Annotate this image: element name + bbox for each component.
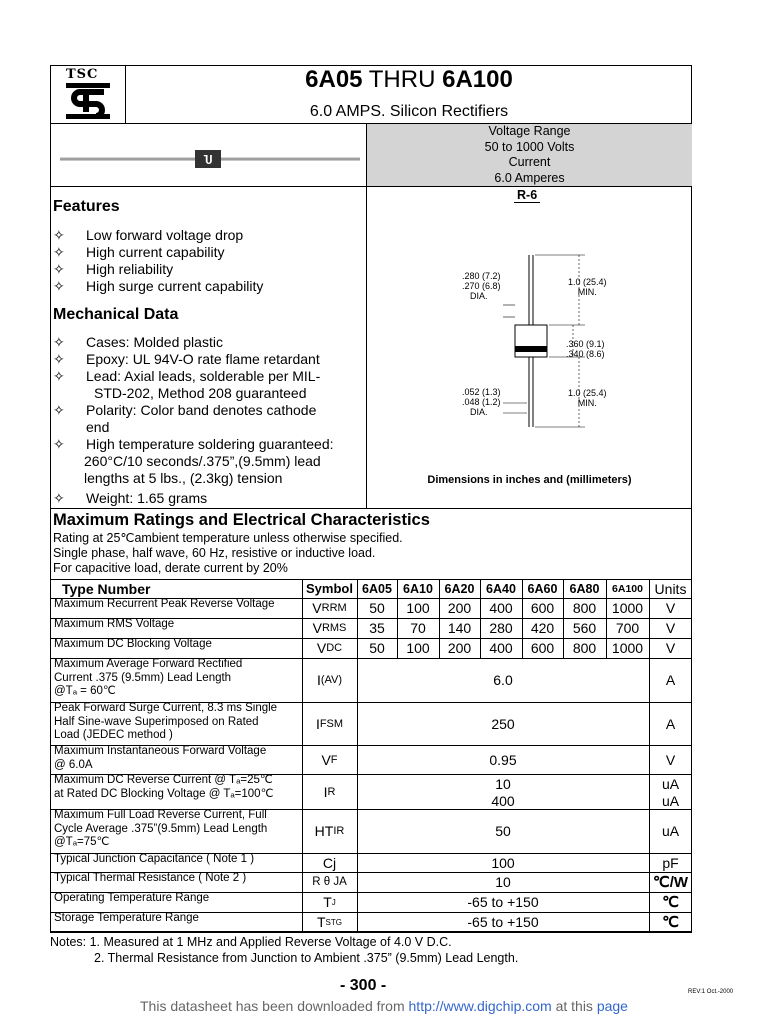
mechanical-list [53, 334, 365, 507]
dim-text: .052 (1.3) [462, 387, 501, 397]
row-value: 200 [447, 600, 472, 616]
row-description-line: Cycle Average .375”(9.5mm) Lead Length [54, 822, 268, 835]
row-description-line: Load (JEDEC method ) [54, 729, 173, 741]
download-footer [0, 998, 768, 1014]
mechanical-heading: Mechanical Data [53, 306, 179, 323]
title-part2: 6A100 [442, 66, 513, 93]
ratings-divider [50, 508, 692, 509]
row-description [54, 809, 300, 850]
row-symbol [302, 809, 357, 853]
diagram-caption: Dimensions in inches and (millimeters) [427, 474, 632, 486]
feature-text: High current capability [86, 244, 225, 260]
mech-text: end [86, 419, 110, 435]
package-label: R-6 [514, 188, 540, 203]
row-description-line: Maximum RMS Voltage [54, 618, 175, 630]
row-unit: ℃/W [652, 874, 689, 891]
row-description-line: Maximum Instantaneous Forward Voltage [54, 745, 267, 757]
row-symbol [302, 702, 357, 745]
feature-item [53, 244, 363, 261]
row-unit: uA [661, 792, 680, 809]
symbol-subscript: F [330, 753, 338, 766]
header-part-number: 6A100 [612, 582, 643, 595]
row-description-line: at Rated DC Blocking Voltage @ Tₐ=100℃ [54, 787, 274, 800]
row-description [54, 658, 300, 699]
row-description-line: @ 6.0A [54, 758, 93, 771]
diamond-bullet-icon: ✧ [53, 368, 65, 384]
mech-item [53, 368, 365, 402]
row-value: 600 [530, 640, 555, 656]
diamond-bullet-icon: ✧ [53, 351, 65, 367]
row-description [54, 912, 300, 926]
row-description [54, 853, 300, 867]
dim-text: DIA. [470, 407, 488, 417]
dim-body-dia [462, 271, 501, 301]
dim-text: DIA. [470, 291, 488, 301]
row-value: 800 [572, 600, 597, 616]
symbol-subscript: IR [333, 825, 345, 837]
row-unit: V [665, 620, 676, 636]
row-value: 560 [572, 620, 597, 636]
mech-text: Polarity: Color band denotes cathode [86, 402, 317, 418]
row-description-line: Half Sine-wave Superimposed on Rated [54, 715, 259, 728]
diamond-bullet-icon: ✧ [53, 334, 65, 350]
row-unit: V [665, 751, 676, 768]
digchip-link[interactable]: http://www.digchip.com [408, 998, 552, 1014]
row-unit: uA [661, 823, 680, 839]
row-description-line: Maximum Recurrent Peak Reverse Voltage [54, 598, 275, 610]
row-value: 1000 [611, 640, 644, 656]
range-divider [50, 186, 692, 187]
range-line1: Voltage Range [488, 124, 571, 138]
row-symbol [302, 853, 357, 872]
ratings-heading: Maximum Ratings and Electrical Characteristics [53, 511, 430, 529]
dim-top-lead [568, 277, 607, 297]
row-unit: A [665, 715, 676, 732]
symbol-main: I [323, 783, 328, 800]
dim-text: MIN. [577, 287, 597, 297]
header-part-number: 6A60 [527, 581, 558, 596]
row-value: 70 [410, 620, 426, 636]
row-unit: ℃ [662, 914, 679, 931]
row-description [54, 618, 300, 632]
row-symbol [302, 872, 357, 892]
row-value-span: 0.95 [489, 751, 517, 768]
row-value-span: -65 to +150 [467, 894, 539, 910]
row-symbol [302, 618, 357, 638]
row-symbol [302, 745, 357, 774]
row-symbol [302, 892, 357, 912]
mech-text: Lead: Axial leads, solderable per MIL- [86, 368, 321, 384]
mech-item [53, 490, 365, 507]
mech-text: High temperature soldering guaranteed: [86, 436, 334, 452]
mech-text: 260°C/10 seconds/.375”,(9.5mm) lead [84, 453, 321, 469]
row-value: 140 [447, 620, 472, 636]
row-description-line: Maximum Full Load Reverse Current, Full [54, 809, 267, 821]
row-description-line: Maximum Average Forward Rectified [54, 658, 243, 670]
symbol-main: V [312, 600, 322, 616]
row-description-line: Typical Thermal Resistance ( Note 2 ) [54, 872, 247, 884]
header-type-number: Type Number [62, 580, 151, 597]
range-text [367, 124, 692, 186]
symbol-main: V [316, 640, 327, 656]
dim-lead-dia [462, 387, 501, 417]
row-description [54, 598, 300, 612]
row-symbol [302, 774, 357, 809]
row-symbol [302, 658, 357, 702]
symbol-main: I [316, 672, 321, 688]
diamond-bullet-icon: ✧ [53, 402, 65, 418]
ratings-line: Single phase, half wave, 60 Hz, resistive or inductive load. [53, 546, 376, 560]
dim-text: 1.0 (25.4) [568, 277, 607, 287]
notes-line1: Notes: 1. Measured at 1 MHz and Applied Reverse Voltage of 4.0 V D.C. [50, 935, 452, 949]
row-value: 600 [530, 600, 555, 616]
row-description [54, 872, 300, 886]
page-title [126, 66, 692, 94]
row-value: 200 [447, 640, 472, 656]
row-value: 700 [615, 620, 640, 636]
row-value: 35 [369, 620, 385, 636]
row-description-line: Storage Temperature Range [54, 912, 199, 924]
dim-text: .048 (1.2) [462, 397, 501, 407]
row-value-span: 6.0 [493, 672, 513, 688]
header-symbol: Symbol [306, 581, 353, 596]
row-description-line: Current .375 (9.5mm) Lead Length [54, 671, 232, 684]
header-part-number: 6A80 [569, 581, 600, 596]
mech-text: Weight: 1.65 grams [86, 490, 208, 506]
range-line2: 50 to 1000 Volts [484, 139, 575, 154]
diamond-bullet-icon: ✧ [53, 490, 65, 506]
features-list [53, 227, 363, 295]
symbol-subscript: RRM [321, 602, 347, 614]
feature-item [53, 227, 363, 244]
header-units: Units [654, 580, 687, 597]
symbol-main: V [321, 751, 331, 768]
header-part-number: 6A40 [486, 581, 516, 596]
row-symbol [302, 638, 357, 658]
row-description-line: @Tₐ = 60℃ [54, 685, 116, 697]
row-unit: ℃ [662, 894, 679, 911]
row-description [54, 702, 300, 743]
symbol-main: HT [314, 823, 334, 839]
header-part-number: 6A20 [444, 581, 475, 596]
range-line4: 6.0 Amperes [494, 170, 565, 185]
row-value: 800 [572, 640, 597, 656]
symbol-subscript: R [327, 785, 336, 798]
row-description-line: Peak Forward Surge Current, 8.3 ms Single [54, 702, 278, 714]
row-symbol [302, 912, 357, 932]
row-value: 400 [489, 600, 513, 616]
mech-text: lengths at 5 lbs., (2.3kg) tension [84, 470, 283, 486]
mech-text: Cases: Molded plastic [86, 334, 223, 350]
dim-text: .270 (6.8) [462, 281, 501, 291]
footer-text: at this [551, 998, 597, 1014]
symbol-main: T [316, 914, 326, 930]
row-description [54, 774, 300, 801]
symbol-subscript: FSM [319, 717, 344, 730]
symbol-main: Cj [322, 854, 337, 871]
title-part1: 6A05 [305, 66, 363, 93]
footer-text: This datasheet has been downloaded from [140, 998, 409, 1014]
row-unit: V [665, 600, 676, 616]
symbol-subscript: (AV) [320, 674, 343, 686]
ratings-notes [53, 531, 403, 576]
row-value: 50 [369, 600, 385, 616]
row-value: 50 [369, 640, 385, 656]
diamond-bullet-icon: ✧ [53, 227, 65, 243]
row-value: 280 [489, 620, 513, 636]
range-line3: Current [508, 155, 551, 169]
symbol-main: T [323, 894, 332, 910]
row-description-line: Maximum DC Blocking Voltage [54, 638, 212, 650]
feature-text: High surge current capability [86, 278, 264, 294]
dim-body-length [566, 339, 605, 359]
title-thru: THRU [362, 66, 443, 93]
row-value: 100 [406, 600, 430, 616]
page-subtitle: 6.0 AMPS. Silicon Rectifiers [309, 103, 509, 120]
row-unit: uA [661, 775, 680, 792]
symbol-main: R θ JA [312, 876, 347, 888]
symbol-subscript: STG [325, 917, 342, 927]
dim-text: .360 (9.1) [566, 339, 605, 349]
diamond-bullet-icon: ✧ [53, 261, 65, 277]
svg-text:Ⴎ: Ⴎ [203, 154, 213, 167]
symbol-main: V [312, 620, 322, 636]
revision-label: REV:1 Oct.-2000 [688, 989, 734, 995]
feature-item [53, 261, 363, 278]
symbol-subscript: RMS [321, 622, 347, 634]
mech-item [53, 402, 365, 436]
symbol-main: I [315, 715, 320, 732]
row-description [54, 745, 300, 772]
row-value-span: 250 [491, 715, 515, 732]
row-unit: pF [662, 854, 679, 871]
mech-text: STD-202, Method 208 guaranteed [94, 385, 307, 401]
dim-text: .340 (8.6) [566, 349, 605, 359]
feature-item [53, 278, 363, 295]
row-unit: A [665, 672, 676, 688]
mech-item [53, 351, 365, 368]
header-part-number: 6A05 [362, 581, 392, 596]
row-value-span: 50 [495, 823, 511, 839]
ratings-line: Rating at 25℃ambient temperature unless otherwise specified. [53, 531, 403, 545]
diamond-bullet-icon: ✧ [53, 244, 65, 260]
row-description-line: Maximum DC Reverse Current @ Tₐ=25℃ [54, 774, 273, 786]
row-value: 420 [530, 620, 555, 636]
row-value: 1000 [611, 600, 644, 616]
row-value-span: 400 [491, 792, 515, 809]
page-link[interactable]: page [596, 998, 628, 1014]
diode-image-icon [60, 148, 360, 170]
symbol-subscript: DC [326, 642, 343, 654]
dim-text: MIN. [577, 398, 597, 408]
row-value: 100 [406, 640, 430, 656]
header-part-number: 6A10 [403, 581, 433, 596]
mech-item [53, 436, 365, 487]
feature-text: High reliability [86, 261, 174, 277]
row-description [54, 638, 300, 652]
row-symbol [302, 598, 357, 618]
feature-text: Low forward voltage drop [86, 227, 244, 243]
row-value-span: 10 [495, 775, 511, 792]
row-description-line: Operating Temperature Range [54, 892, 210, 904]
page-number: - 300 - [340, 977, 387, 994]
notes-line2: 2. Thermal Resistance from Junction to Ambient .375” (9.5mm) Lead Length. [94, 951, 519, 965]
table-row-line [50, 932, 692, 933]
row-value-span: 10 [495, 874, 511, 890]
row-value-span: -65 to +150 [467, 914, 539, 930]
dim-text: .280 (7.2) [462, 271, 501, 281]
features-heading: Features [53, 198, 120, 215]
row-description-line: @Tₐ=75℃ [54, 836, 110, 848]
dim-bottom-lead [568, 388, 607, 408]
diamond-bullet-icon: ✧ [53, 436, 65, 452]
dim-text: 1.0 (25.4) [568, 388, 607, 398]
diamond-bullet-icon: ✧ [53, 278, 65, 294]
tsc-logo-icon [64, 82, 112, 120]
row-description [54, 892, 300, 906]
ratings-line: For capacitive load, derate current by 20% [53, 561, 288, 575]
mech-item [53, 334, 365, 351]
row-value: 400 [489, 640, 513, 656]
mech-text: Epoxy: UL 94V-O rate flame retardant [86, 351, 320, 367]
logo-text: TSC [66, 67, 99, 82]
row-value-span: 100 [491, 854, 515, 871]
row-unit: V [665, 640, 676, 656]
row-description-line: Typical Junction Capacitance ( Note 1 ) [54, 853, 255, 865]
symbol-subscript: J [331, 897, 336, 907]
